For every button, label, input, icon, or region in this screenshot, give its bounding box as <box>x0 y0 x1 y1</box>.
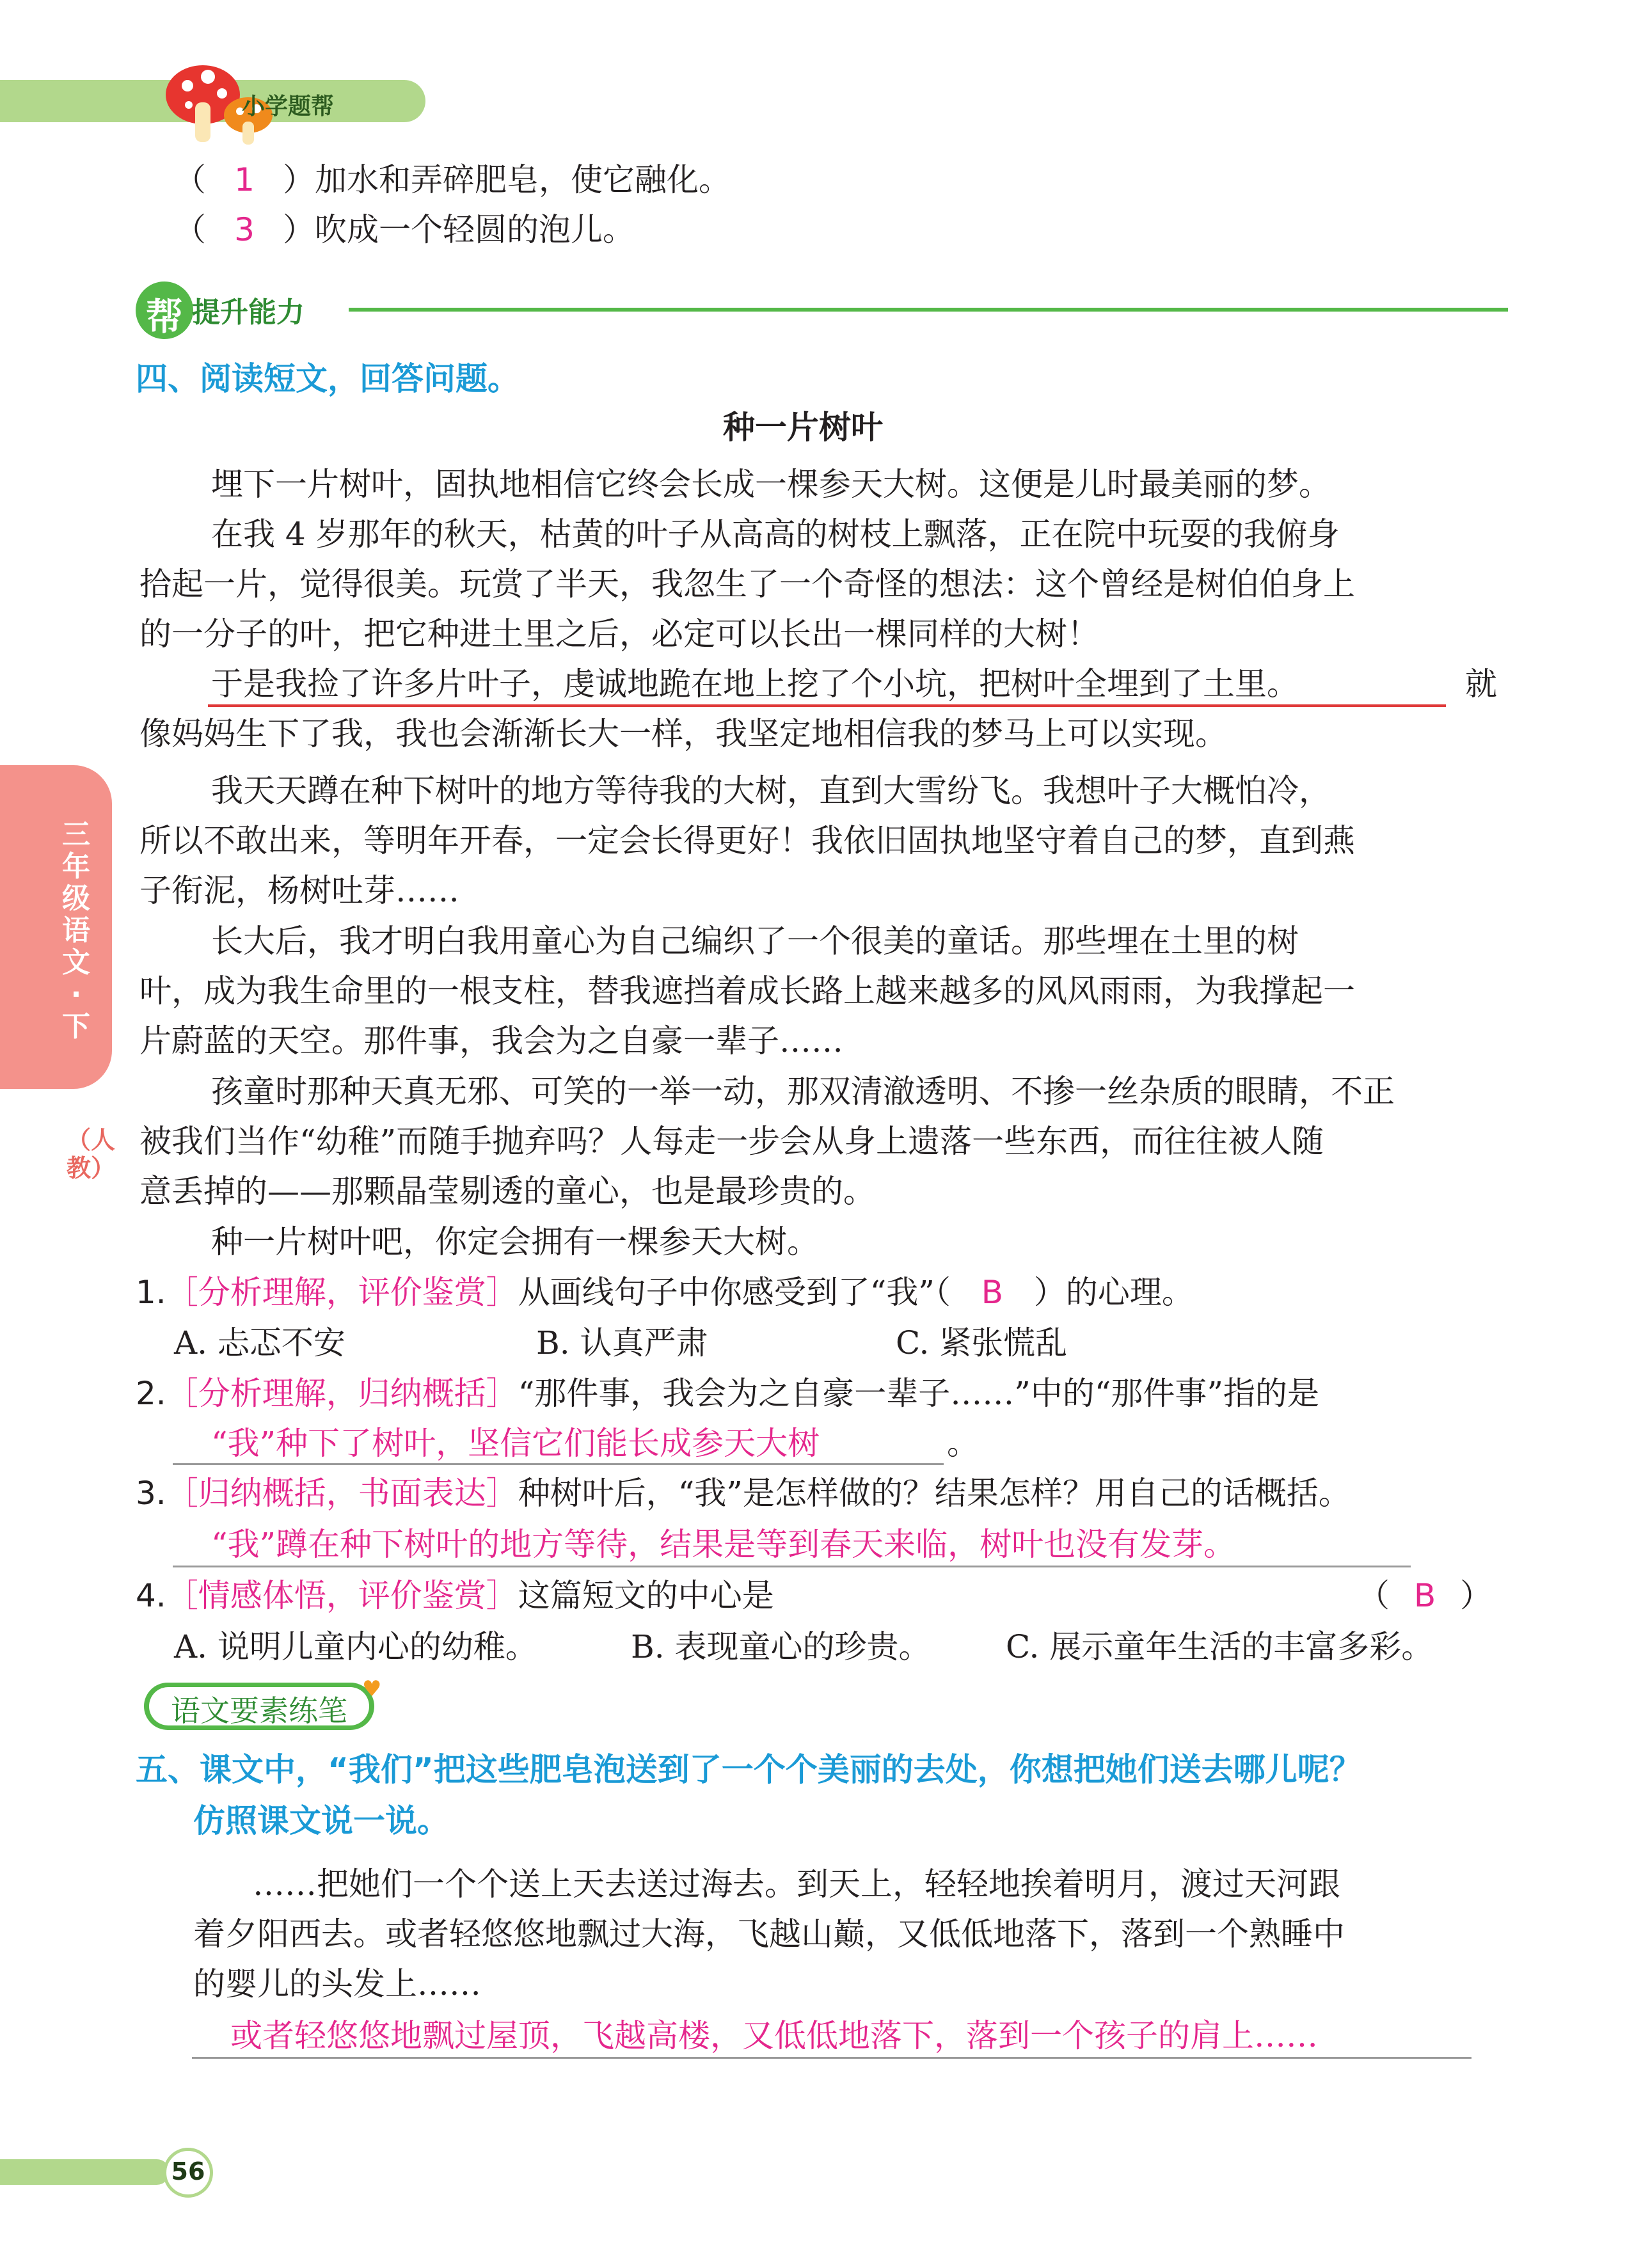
passage-line: 子衔泥，杨树吐芽…… <box>139 872 459 909</box>
page-number: 56 <box>171 2157 205 2185</box>
q4-option: C. 展示童年生活的丰富多彩。 <box>1006 1628 1434 1665</box>
passage-line: 叶，成为我生命里的一根支柱，替我遮挡着成长路上越来越多的风风雨雨，为我撑起一 <box>139 972 1355 1010</box>
passage-underlined-sentence: 于是我捡了许多片叶子，虔诚地跪在地上挖了个小坑，把树叶全埋到了土里。 <box>211 665 1299 702</box>
passage-line: 孩童时那种天真无邪、可笑的一举一动，那双清澈透明、不掺一丝杂质的眼睛，不正 <box>211 1073 1395 1110</box>
model-line: ……把她们一个个送上天去送过海去。到天上，轻轻地挨着明月，渡过天河跟 <box>253 1866 1340 1903</box>
heart-icon: ♥ <box>362 1676 382 1702</box>
passage-line: 片蔚蓝的天空。那件事，我会为之自豪一辈子…… <box>139 1022 843 1059</box>
model-line: 着夕阳西去。或者轻悠悠地飘过大海，飞越山巅，又低低地落下，落到一个熟睡中 <box>193 1915 1345 1953</box>
q4-answer: B <box>1413 1577 1436 1614</box>
passage-line: 像妈妈生下了我，我也会渐渐长大一样，我坚定地相信我的梦马上可以实现。 <box>139 715 1227 752</box>
side-tab <box>0 765 112 1089</box>
passage-line: 被我们当作“幼稚”而随手抛弃吗？人每走一步会从身上遗落一些东西，而往往被人随 <box>139 1123 1324 1160</box>
side-tab-grade: 三年级语文·下 <box>62 818 90 1043</box>
q1-option: B. 认真严肃 <box>536 1324 708 1361</box>
step-row: （ 3 ）吹成一个轻圆的泡儿。 <box>174 209 635 250</box>
question-five-heading: 五、课文中，“我们”把这些肥皂泡送到了一个个美丽的去处，你想把她们送去哪儿呢？ <box>136 1751 1361 1788</box>
passage-line: 长大后，我才明白我用童心为自己编织了一个很美的童话。那些埋在土里的树 <box>211 923 1299 960</box>
q4-option: A. 说明儿童内心的幼稚。 <box>174 1628 537 1665</box>
side-tab-edition: （人教） <box>67 1126 116 1182</box>
q2-end: 。 <box>947 1425 979 1462</box>
q5-answer: 或者轻悠悠地飘过屋顶，飞越高楼，又低低地落下，落到一个孩子的肩上…… <box>230 2017 1318 2054</box>
q3-answer-line <box>173 1566 1411 1567</box>
q4-option: B. 表现童心的珍贵。 <box>631 1628 931 1665</box>
passage-line: 拾起一片，觉得很美。玩赏了半天，我忽生了一个奇怪的想法：这个曾经是树伯伯身上 <box>139 566 1355 603</box>
q2-row: 2.［分析理解，归纳概括］“那件事，我会为之自豪一辈子……”中的“那件事”指的是 <box>136 1375 1319 1412</box>
passage-line: 的一分子的叶，把它种进土里之后，必定可以长出一棵同样的大树！ <box>139 615 1099 653</box>
q4-tag: ［情感体悟，评价鉴赏］ <box>166 1577 518 1614</box>
passage-line: 意丢掉的——那颗晶莹剔透的童心，也是最珍贵的。 <box>139 1173 875 1210</box>
passage-line: 我天天蹲在种下树叶的地方等待我的大树，直到大雪纷飞。我想叶子大概怕冷， <box>211 772 1331 809</box>
header-title: 小学题帮 <box>242 93 335 120</box>
passage-line: 种一片树叶吧，你定会拥有一棵参天大树。 <box>211 1223 819 1260</box>
passage-line: 埋下一片树叶，固执地相信它终会长成一棵参天大树。这便是儿时最美丽的梦。 <box>211 466 1331 503</box>
step-answer: 1 <box>234 161 255 198</box>
q2-tag: ［分析理解，归纳概括］ <box>166 1375 518 1412</box>
q1-tag: ［分析理解，评价鉴赏］ <box>166 1274 518 1311</box>
section-title: 提升能力 <box>192 296 305 329</box>
question-four-heading: 四、阅读短文，回答问题。 <box>136 360 520 397</box>
passage-line: 所以不敢出来，等明年开春，一定会长得更好！我依旧固执地坚守着自己的梦，直到燕 <box>139 822 1355 859</box>
step-row: （ 1 ）加水和弄碎肥皂，使它融化。 <box>174 159 731 200</box>
q3-tag: ［归纳概括，书面表达］ <box>166 1475 518 1512</box>
q3-row: 3.［归纳概括，书面表达］种树叶后，“我”是怎样做的？结果怎样？用自己的话概括。 <box>136 1475 1351 1512</box>
section-rule <box>349 308 1508 312</box>
q5-answer-line <box>192 2057 1471 2059</box>
q4-answer-bracket: （ B ） <box>1358 1575 1492 1616</box>
q3-answer: “我”蹲在种下树叶的地方等待，结果是等到春天来临，树叶也没有发芽。 <box>211 1526 1236 1563</box>
sentence-underline <box>208 704 1446 707</box>
passage-title: 种一片树叶 <box>723 409 883 446</box>
practice-badge-label: 语文要素练笔 <box>171 1693 347 1728</box>
q2-answer: “我”种下了树叶，坚信它们能长成参天大树 <box>211 1425 820 1462</box>
q2-answer-line <box>173 1463 944 1465</box>
passage-line: 就 <box>1465 665 1497 702</box>
q1-row: 1.［分析理解，评价鉴赏］从画线句子中你感受到了“我”（ B ）的心理。 <box>136 1272 1194 1313</box>
q1-answer: B <box>981 1274 1003 1311</box>
step-answer: 3 <box>234 211 255 248</box>
passage-line: 在我 4 岁那年的秋天，枯黄的叶子从高高的树枝上飘落，正在院中玩耍的我俯身 <box>211 516 1340 553</box>
footer-bar <box>0 2159 170 2185</box>
q4-row: 4.［情感体悟，评价鉴赏］这篇短文的中心是 <box>136 1577 774 1614</box>
q1-option: A. 忐忑不安 <box>174 1324 345 1361</box>
q1-option: C. 紧张慌乱 <box>896 1324 1068 1361</box>
section-badge-char: 帮 <box>146 295 184 338</box>
model-line: 的婴儿的头发上…… <box>193 1965 481 2002</box>
question-five-heading-cont: 仿照课文说一说。 <box>193 1802 449 1839</box>
